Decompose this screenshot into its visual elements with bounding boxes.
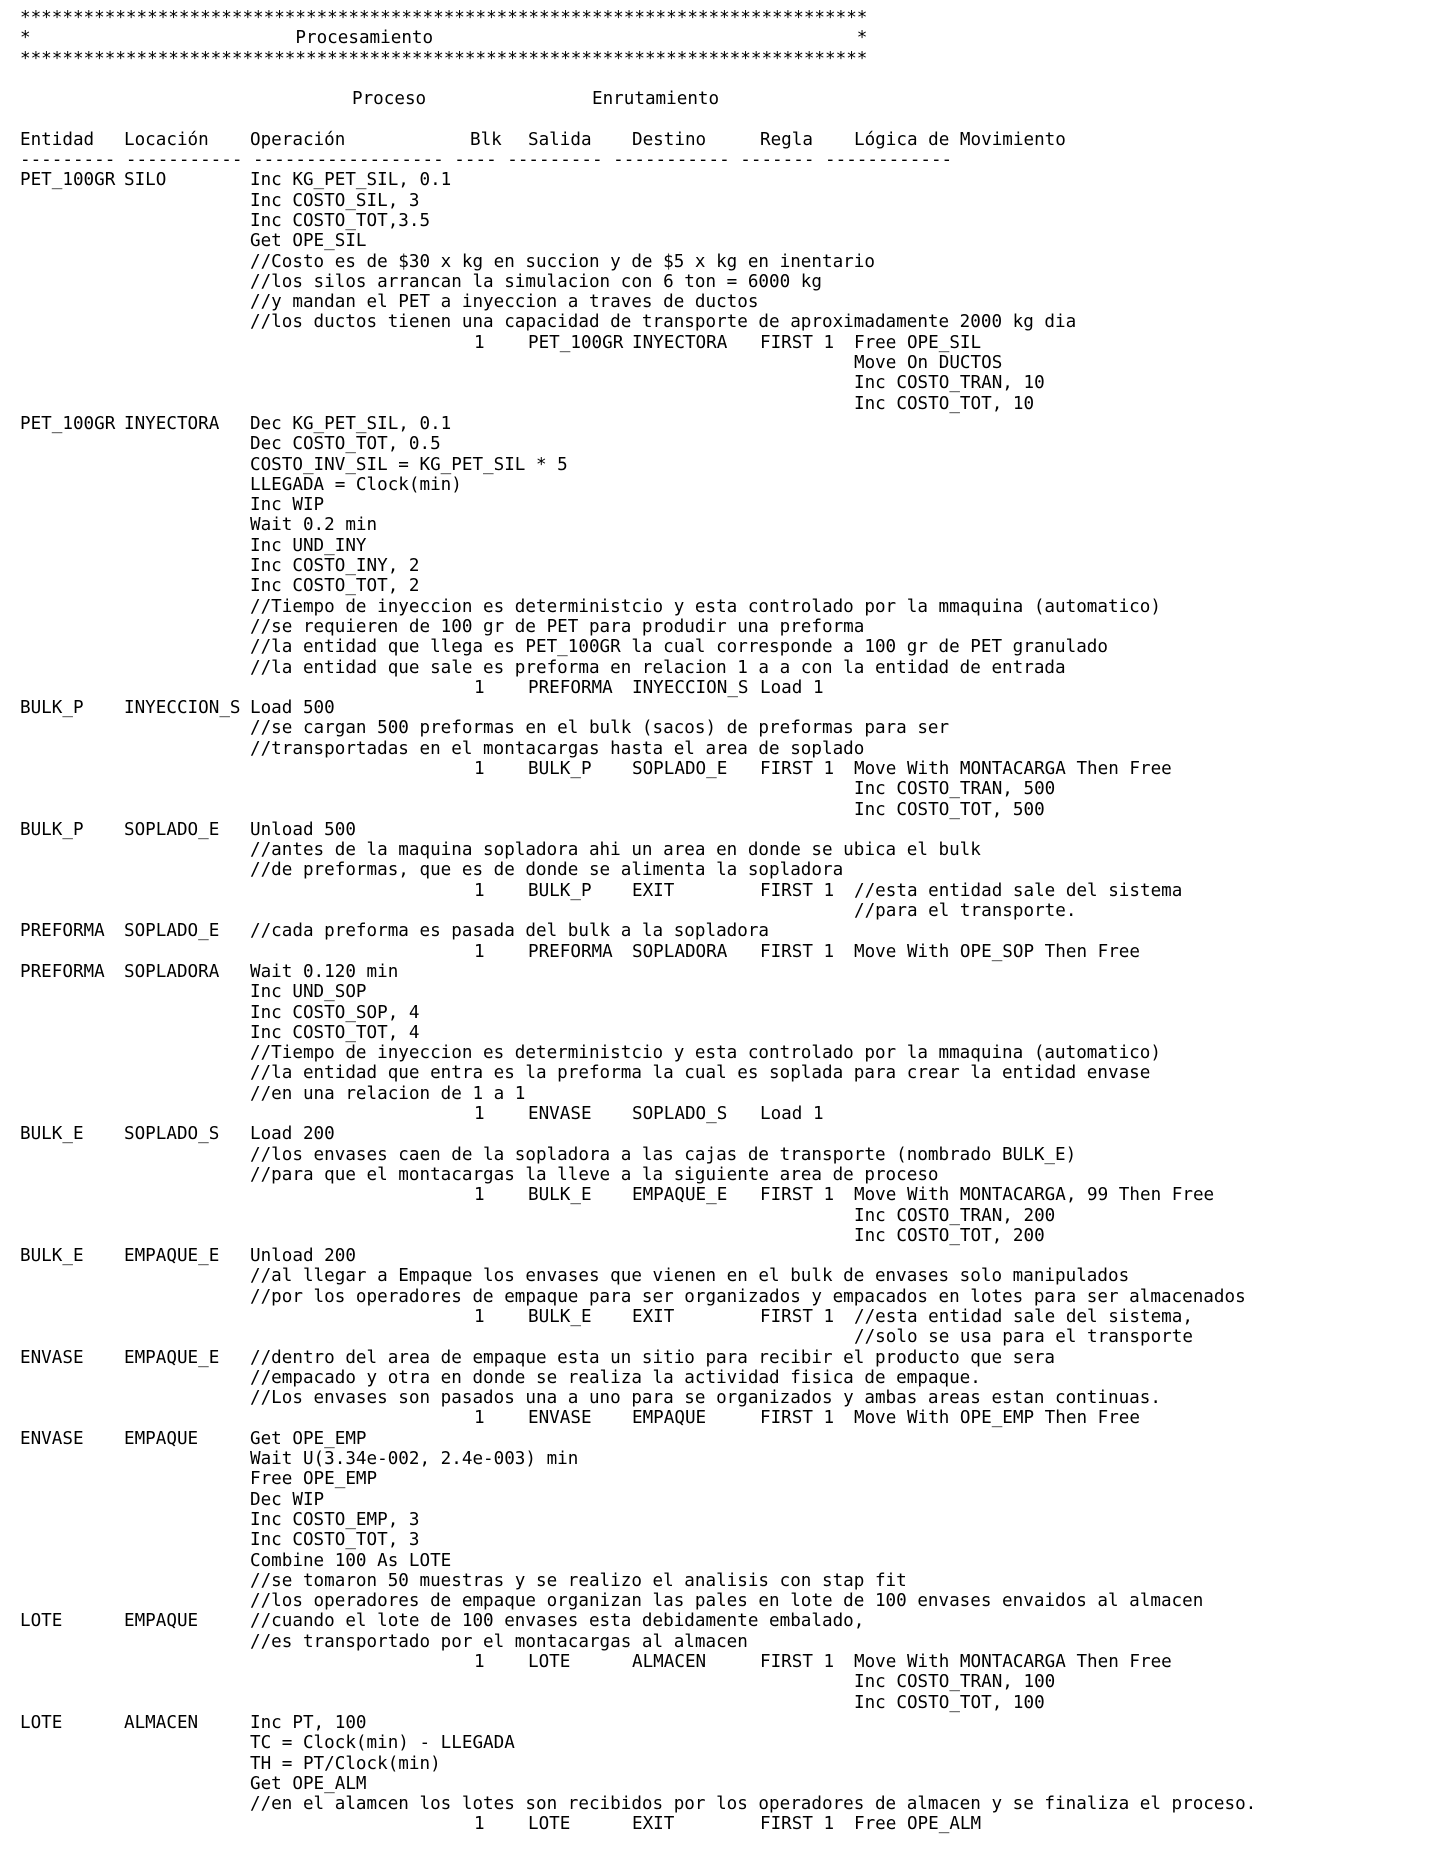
- location-cell: EMPAQUE_E: [124, 1246, 220, 1267]
- operation-line: Inc COSTO_TOT, 3: [250, 1530, 420, 1551]
- routing-line: [20, 758, 1172, 779]
- blk-cell: 1: [474, 1408, 485, 1429]
- destination-cell: SOPLADO_S: [632, 1104, 728, 1125]
- record-line: [20, 617, 867, 637]
- record-line: [20, 191, 867, 211]
- operation-line: Inc COSTO_INY, 2: [250, 556, 420, 577]
- operation-line: Inc UND_SOP: [250, 982, 367, 1003]
- move-logic-cell: Inc COSTO_TOT, 10: [854, 393, 1035, 414]
- operation-line: Inc UND_INY: [250, 535, 367, 556]
- routing-line: [20, 332, 982, 353]
- operation-line: //en el alamcen los lotes son recibidos por los operadores de almacen y se finaliza el proceso.: [250, 1794, 1257, 1815]
- record-line: [20, 596, 1161, 617]
- rule-cell: FIRST 1: [760, 1307, 835, 1327]
- record-line: [20, 1003, 867, 1023]
- output-cell: BULK_E: [528, 1307, 592, 1327]
- operation-line: COSTO_INV_SIL = KG_PET_SIL * 5: [250, 454, 568, 475]
- move-logic-line: [20, 1692, 1045, 1713]
- operation-line: Inc PT, 100: [250, 1712, 367, 1733]
- blk-cell: 1: [474, 1652, 485, 1673]
- record-line: [20, 1490, 867, 1510]
- operation-line: //antes de la maquina sopladora ahi un area en donde se ubica el bulk: [250, 840, 981, 861]
- move-logic-line: [20, 353, 1003, 374]
- blank-line: [20, 109, 867, 129]
- record-line: [20, 1570, 907, 1591]
- output-cell: LOTE: [528, 1814, 571, 1835]
- record-line: [20, 1286, 1246, 1307]
- record-line: [20, 211, 867, 231]
- operation-line: Inc COSTO_TOT,3.5: [250, 210, 431, 231]
- entity-cell: ENVASE: [20, 1428, 84, 1449]
- processing-listing: [20, 8, 1257, 1835]
- operation-line: //Tiempo de inyeccion es deterministcio y esta controlado por la mmaquina (automatico): [250, 596, 1161, 617]
- operation-line: Load 200: [250, 1124, 335, 1145]
- operation-line: //y mandan el PET a inyeccion a traves de ductos: [250, 292, 759, 313]
- location-cell: EMPAQUE_E: [124, 1347, 220, 1368]
- move-logic-cell: Move With MONTACARGA Then Free: [854, 1652, 1172, 1673]
- move-logic-line: [20, 1225, 1045, 1246]
- destination-cell: INYECTORA: [632, 332, 728, 353]
- operation-line: //al llegar a Empaque los envases que vienen en el bulk de envases solo manipulados: [250, 1266, 1130, 1287]
- move-logic-cell: Move With OPE_SOP Then Free: [854, 941, 1140, 962]
- record-line: [20, 982, 867, 1002]
- record-line: [20, 455, 867, 475]
- record-line: [20, 860, 867, 880]
- record-first-line: [20, 1611, 867, 1631]
- operation-line: Inc COSTO_SIL, 3: [250, 190, 420, 211]
- output-cell: BULK_E: [528, 1185, 592, 1206]
- operation-line: Inc WIP: [250, 495, 325, 516]
- rule-cell: FIRST 1: [760, 880, 835, 901]
- blk-cell: 1: [474, 332, 485, 353]
- record-first-line: [20, 1347, 1056, 1368]
- move-logic-cell: //esta entidad sale del sistema: [854, 880, 1183, 901]
- routing-line: [20, 880, 1183, 901]
- header-stars-top: ********************************************************************************: [20, 8, 868, 28]
- move-logic-cell: Inc COSTO_TOT, 200: [854, 1225, 1045, 1246]
- section-headers: [20, 89, 867, 109]
- operation-line: Inc COSTO_TOT, 2: [250, 576, 420, 597]
- destination-cell: SOPLADO_E: [632, 758, 728, 779]
- operation-line: //se requieren de 100 gr de PET para produdir una preforma: [250, 616, 865, 637]
- operation-line: //los ductos tienen una capacidad de transporte de aproximadamente 2000 kg dia: [250, 312, 1077, 333]
- column-underline: [20, 150, 953, 171]
- destination-cell: INYECCION_S: [632, 677, 749, 698]
- record-line: [20, 1266, 1130, 1287]
- move-logic-cell: //para el transporte.: [854, 901, 1077, 922]
- operation-line: TH = PT/Clock(min): [250, 1753, 441, 1774]
- routing-line: [20, 1652, 1172, 1673]
- move-logic-line: [20, 373, 1045, 394]
- rule-cell: FIRST 1: [760, 1652, 835, 1673]
- routing-line: [20, 1408, 1140, 1429]
- destination-cell: EXIT: [632, 880, 675, 901]
- entity-cell: ENVASE: [20, 1347, 84, 1368]
- move-logic-cell: Inc COSTO_TOT, 500: [854, 799, 1045, 820]
- record-line: [20, 1591, 1204, 1612]
- operation-line: Free OPE_EMP: [250, 1469, 378, 1490]
- rule-cell: Load 1: [760, 677, 824, 698]
- record-line: [20, 1144, 1077, 1165]
- operation-line: //empacado y otra en donde se realiza la actividad fisica de empaque.: [250, 1367, 981, 1388]
- blk-cell: 1: [474, 1104, 485, 1125]
- location-cell: SOPLADO_S: [124, 1124, 220, 1145]
- operation-line: Get OPE_EMP: [250, 1428, 367, 1449]
- operation-line: //cuando el lote de 100 envases esta debidamente embalado,: [250, 1611, 865, 1632]
- record-line: [20, 1023, 867, 1043]
- record-line: [20, 840, 981, 861]
- location-cell: SILO: [124, 170, 167, 191]
- record-first-line: [20, 698, 867, 718]
- operation-line: //la entidad que llega es PET_100GR la cual corresponde a 100 gr de PET granulado: [250, 637, 1108, 658]
- move-logic-cell: //esta entidad sale del sistema,: [854, 1307, 1193, 1327]
- record-line: [20, 536, 867, 556]
- record-line: [20, 657, 1066, 678]
- record-first-line: [20, 1429, 867, 1449]
- record-line: [20, 1449, 867, 1469]
- record-line: [20, 556, 867, 576]
- section-enrutamiento: Enrutamiento: [592, 89, 720, 110]
- record-line: [20, 1043, 1161, 1064]
- col-destino: Destino: [632, 129, 707, 150]
- operation-line: //los operadores de empaque organizan las pales en lote de 100 envases envaidos al almacen: [250, 1591, 1204, 1612]
- header-stars-bottom: ********************************************************************************: [20, 48, 868, 69]
- destination-cell: EXIT: [632, 1307, 675, 1327]
- operation-line: //los silos arrancan la simulacion con 6 ton = 6000 kg: [250, 271, 822, 292]
- output-cell: PET_100GR: [528, 332, 624, 353]
- move-logic-cell: Inc COSTO_TRAN, 10: [854, 373, 1045, 394]
- record-line: [20, 231, 867, 251]
- operation-line: Dec COSTO_TOT, 0.5: [250, 434, 441, 455]
- operation-line: //Los envases son pasados una a uno para se organizados y ambas areas estan continuas.: [250, 1388, 1161, 1409]
- destination-cell: EXIT: [632, 1814, 675, 1835]
- record-line: [20, 1754, 867, 1774]
- record-first-line: [20, 820, 867, 840]
- move-logic-line: [20, 1327, 1193, 1348]
- record-line: [20, 495, 867, 515]
- blk-cell: 1: [474, 1307, 485, 1327]
- record-line: [20, 718, 950, 739]
- destination-cell: EMPAQUE_E: [632, 1185, 728, 1206]
- record-first-line: [20, 1246, 867, 1266]
- operation-line: Inc COSTO_TOT, 4: [250, 1022, 420, 1043]
- underline-dashes: --------- ----------- ------------------ ---- --------- ----------- ------- ------------: [20, 150, 953, 171]
- operation-line: TC = Clock(min) - LLEGADA: [250, 1733, 515, 1754]
- rule-cell: FIRST 1: [760, 758, 835, 779]
- record-line: [20, 1733, 867, 1753]
- operation-line: //la entidad que entra es la preforma la cual es soplada para crear la entidad envase: [250, 1063, 1151, 1084]
- move-logic-cell: Move On DUCTOS: [854, 353, 1003, 374]
- record-line: [20, 1084, 867, 1104]
- blk-cell: 1: [474, 1185, 485, 1206]
- operation-line: //se tomaron 50 muestras y se realizo el analisis con stap fit: [250, 1570, 907, 1591]
- output-cell: BULK_P: [528, 758, 592, 779]
- record-line: [20, 434, 867, 454]
- operation-line: Wait 0.2 min: [250, 515, 378, 536]
- rule-cell: Load 1: [760, 1104, 824, 1125]
- col-logica: Lógica de Movimiento: [854, 129, 1066, 150]
- col-operacion: Operación: [250, 129, 346, 150]
- output-cell: ENVASE: [528, 1408, 592, 1429]
- location-cell: EMPAQUE: [124, 1428, 199, 1449]
- destination-cell: SOPLADORA: [632, 941, 728, 962]
- operation-line: //transportadas en el montacargas hasta el area de soplado: [250, 738, 865, 759]
- record-line: [20, 1794, 1257, 1815]
- record-line: [20, 1510, 867, 1530]
- routing-line: [20, 678, 867, 698]
- operation-line: Unload 500: [250, 819, 356, 840]
- operation-line: Wait U(3.34e-002, 2.4e-003) min: [250, 1449, 579, 1470]
- operation-line: //cada preforma es pasada del bulk a la sopladora: [250, 921, 770, 942]
- operation-line: //se cargan 500 preformas en el bulk (sacos) de preformas para ser: [250, 718, 950, 739]
- record-line: [20, 1551, 867, 1571]
- move-logic-line: [20, 779, 1056, 800]
- operation-line: Get OPE_SIL: [250, 231, 367, 252]
- record-line: [20, 1632, 867, 1652]
- entity-cell: BULK_P: [20, 819, 84, 840]
- location-cell: SOPLADO_E: [124, 819, 220, 840]
- move-logic-cell: Move With MONTACARGA Then Free: [854, 758, 1172, 779]
- routing-line: [20, 1814, 982, 1835]
- col-regla: Regla: [760, 129, 813, 150]
- operation-line: //de preformas, que es de donde se alimenta la sopladora: [250, 860, 844, 881]
- operation-line: //en una relacion de 1 a 1: [250, 1083, 526, 1104]
- record-line: [20, 576, 867, 596]
- operation-line: Dec KG_PET_SIL, 0.1: [250, 413, 452, 434]
- record-line: [20, 312, 1077, 333]
- move-logic-cell: Move With OPE_EMP Then Free: [854, 1408, 1140, 1429]
- operation-line: Inc COSTO_EMP, 3: [250, 1509, 420, 1530]
- operation-line: //dentro del area de empaque esta un sitio para recibir el producto que sera: [250, 1347, 1056, 1368]
- output-cell: PREFORMA: [528, 941, 613, 962]
- location-cell: INYECTORA: [124, 413, 220, 434]
- destination-cell: EMPAQUE: [632, 1408, 707, 1429]
- rule-cell: FIRST 1: [760, 332, 835, 353]
- entity-cell: PET_100GR: [20, 413, 116, 434]
- operation-line: //para que el montacargas la lleve a la siguiente area de proceso: [250, 1164, 939, 1185]
- move-logic-line: [20, 799, 1045, 820]
- operation-line: Inc KG_PET_SIL, 0.1: [250, 170, 452, 191]
- operation-line: Combine 100 As LOTE: [250, 1550, 452, 1571]
- record-first-line: [20, 170, 867, 190]
- operation-line: LLEGADA = Clock(min): [250, 474, 462, 495]
- output-cell: LOTE: [528, 1652, 571, 1673]
- col-salida: Salida: [528, 129, 592, 150]
- move-logic-cell: Move With MONTACARGA, 99 Then Free: [854, 1185, 1215, 1206]
- move-logic-line: [20, 901, 1077, 922]
- entity-cell: PREFORMA: [20, 961, 105, 982]
- col-blk: Blk: [470, 129, 502, 150]
- record-line: [20, 1063, 1151, 1084]
- record-line: [20, 272, 867, 292]
- operation-line: Load 500: [250, 698, 335, 719]
- move-logic-cell: Inc COSTO_TRAN, 200: [854, 1205, 1056, 1226]
- move-logic-cell: Free OPE_ALM: [854, 1814, 982, 1835]
- entity-cell: LOTE: [20, 1712, 63, 1733]
- record-line: [20, 637, 1108, 658]
- blk-cell: 1: [474, 758, 485, 779]
- move-logic-line: [20, 393, 1035, 414]
- record-line: [20, 475, 867, 495]
- operation-line: Unload 200: [250, 1246, 356, 1267]
- record-line: [20, 1388, 1161, 1409]
- operation-line: Inc COSTO_SOP, 4: [250, 1002, 420, 1023]
- move-logic-cell: Inc COSTO_TOT, 100: [854, 1692, 1045, 1713]
- location-cell: EMPAQUE: [124, 1611, 199, 1632]
- record-line: [20, 1774, 867, 1794]
- operation-line: Dec WIP: [250, 1489, 325, 1510]
- operation-line: //Tiempo de inyeccion es deterministcio y esta controlado por la mmaquina (automatico): [250, 1043, 1161, 1064]
- routing-line: [20, 1185, 1215, 1206]
- entity-cell: BULK_P: [20, 698, 84, 719]
- record-first-line: [20, 1124, 867, 1144]
- operation-line: //la entidad que sale es preforma en relacion 1 a a con la entidad de entrada: [250, 657, 1066, 678]
- operation-line: Get OPE_ALM: [250, 1773, 367, 1794]
- blk-cell: 1: [474, 880, 485, 901]
- operation-line: //es transportado por el montacargas al almacen: [250, 1631, 748, 1652]
- location-cell: INYECCION_S: [124, 698, 241, 719]
- move-logic-cell: Free OPE_SIL: [854, 332, 982, 353]
- operation-line: //por los operadores de empaque para ser organizados y empacados en lotes para ser almacenados: [250, 1286, 1246, 1307]
- record-line: [20, 739, 867, 759]
- section-proceso: Proceso: [352, 89, 427, 110]
- rule-cell: FIRST 1: [760, 1814, 835, 1835]
- destination-cell: ALMACEN: [632, 1652, 707, 1673]
- entity-cell: BULK_E: [20, 1124, 84, 1145]
- col-locacion: Locación: [124, 129, 209, 150]
- location-cell: ALMACEN: [124, 1712, 199, 1733]
- entity-cell: PREFORMA: [20, 921, 105, 942]
- output-cell: PREFORMA: [528, 677, 613, 698]
- record-line: [20, 1469, 867, 1489]
- routing-line: [20, 1307, 1193, 1327]
- entity-cell: LOTE: [20, 1611, 63, 1632]
- entity-cell: PET_100GR: [20, 170, 116, 191]
- blank-line: [20, 69, 867, 89]
- record-line: [20, 1530, 867, 1550]
- record-line: [20, 251, 875, 272]
- location-cell: SOPLADORA: [124, 961, 220, 982]
- rule-cell: FIRST 1: [760, 1408, 835, 1429]
- rule-cell: FIRST 1: [760, 1185, 835, 1206]
- operation-line: //los envases caen de la sopladora a las cajas de transporte (nombrado BULK_E): [250, 1144, 1077, 1165]
- output-cell: ENVASE: [528, 1104, 592, 1125]
- record-first-line: [20, 414, 867, 434]
- operation-line: //Costo es de $30 x kg en succion y de $5 x kg en inentario: [250, 251, 875, 272]
- routing-line: [20, 941, 1140, 962]
- move-logic-cell: Inc COSTO_TRAN, 500: [854, 779, 1056, 800]
- records: [20, 150, 1257, 1835]
- blk-cell: 1: [474, 1814, 485, 1835]
- column-headers: [20, 129, 1066, 150]
- header-title: * Procesamiento *: [20, 28, 868, 49]
- record-line: [20, 1367, 981, 1388]
- record-first-line: [20, 921, 867, 941]
- blk-cell: 1: [474, 941, 485, 962]
- move-logic-cell: Inc COSTO_TRAN, 100: [854, 1672, 1056, 1693]
- move-logic-line: [20, 1672, 1056, 1693]
- record-first-line: [20, 1713, 867, 1733]
- output-cell: BULK_P: [528, 880, 592, 901]
- record-line: [20, 292, 867, 312]
- routing-line: [20, 1104, 867, 1124]
- record-line: [20, 515, 867, 535]
- entity-cell: BULK_E: [20, 1246, 84, 1267]
- operation-line: Wait 0.120 min: [250, 961, 399, 982]
- col-entidad: Entidad: [20, 129, 95, 150]
- move-logic-line: [20, 1205, 1056, 1226]
- record-first-line: [20, 962, 867, 982]
- record-line: [20, 1164, 939, 1185]
- location-cell: SOPLADO_E: [124, 921, 220, 942]
- rule-cell: FIRST 1: [760, 941, 835, 962]
- move-logic-cell: //solo se usa para el transporte: [854, 1327, 1193, 1348]
- blk-cell: 1: [474, 677, 485, 698]
